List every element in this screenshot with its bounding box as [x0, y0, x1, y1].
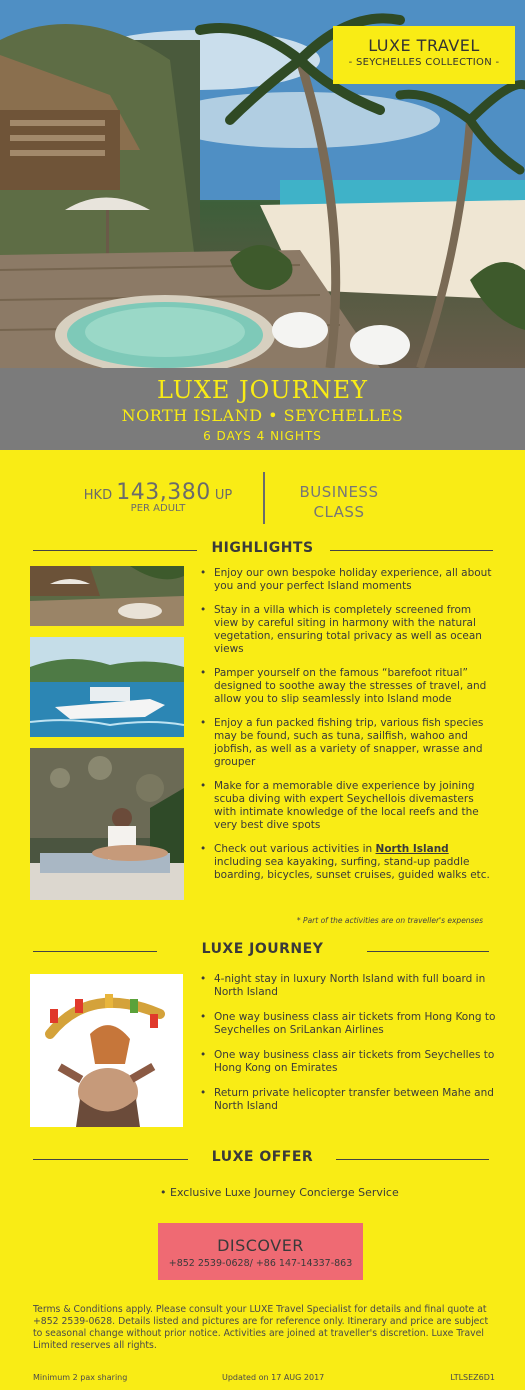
luxe-journey-heading: LUXE JOURNEY: [201, 941, 324, 957]
price-per: PER ADULT: [130, 503, 186, 514]
brand-badge: [333, 26, 515, 84]
price-line: [60, 480, 256, 505]
price-suffix: UP: [214, 488, 233, 503]
highlight-item: • Make for a memorable dive experience by joining scuba diving with expert Seychellois divemasters with intimate knowledge of the local reefs and the very best dive spots: [198, 780, 498, 832]
highlight-item-prefix: Check out various activities in: [214, 843, 376, 855]
luxe-offer-heading-row: [0, 1149, 525, 1169]
highlight-item-suffix: including sea kayaking, surfing, stand-up paddle boarding, bicycles, sunset cruises, guided walks etc.: [214, 856, 490, 881]
terms-text: Terms & Conditions apply. Please consult your LUXE Travel Specialist for details and final quote at +852 2539-0628. Details listed and pictures are for reference only. Itinerary and price are subject to seasonal change without prior notice. Activities are joined at traveller's discretion. Luxe Travel Limited reserves all rights.: [33, 1304, 489, 1351]
chef-food-photo: [30, 974, 183, 1127]
travel-class-line1: BUSINESS: [299, 483, 379, 501]
highlight-item: • Enjoy our own bespoke holiday experience, all about you and your perfect Island moments: [198, 567, 498, 593]
journey-location: NORTH ISLAND • SEYCHELLES: [121, 406, 404, 425]
inclusion-item: • Return private helicopter transfer between Mahe and North Island: [198, 1087, 498, 1113]
luxe-offer-heading: LUXE OFFER: [211, 1149, 314, 1165]
price-block: [0, 468, 525, 528]
inclusion-item: • 4-night stay in luxury North Island with full board in North Island: [198, 973, 498, 999]
highlight-item: • Enjoy a fun packed fishing trip, various fish species may be found, such as tuna, sailfish, wahoo and jobfish, as well as a variety of snapper, wrasse and grouper: [198, 717, 498, 769]
footer-updated: Updated on 17 AUG 2017: [222, 1373, 325, 1382]
highlights-list: [198, 567, 498, 882]
highlight-item: • Pamper yourself on the famous “barefoot ritual” designed to soothe away the stresses of travel, and allow you to slip seamlessly into Island mode: [198, 667, 498, 706]
north-island-link[interactable]: North Island: [375, 843, 449, 855]
brand-title: LUXE TRAVEL: [368, 36, 480, 55]
heading-rule-right: [367, 951, 489, 952]
highlight-item: [198, 843, 498, 882]
luxe-journey-list: [198, 973, 498, 1113]
price-currency: HKD: [83, 488, 113, 503]
discover-phones: +852 2539-0628/ +86 147-14337-863: [168, 1258, 353, 1269]
offer-item: • Exclusive Luxe Journey Concierge Service: [160, 1186, 399, 1199]
price-divider: [263, 472, 265, 524]
footer-min-pax: Minimum 2 pax sharing: [33, 1373, 128, 1382]
journey-duration: 6 DAYS 4 NIGHTS: [203, 429, 322, 443]
highlights-heading-row: [0, 540, 525, 560]
heading-rule-right: [336, 1159, 489, 1160]
discover-button[interactable]: [158, 1223, 363, 1280]
footer-code: LTLSEZ6D1: [450, 1373, 495, 1382]
inclusion-item: • One way business class air tickets from Seychelles to Hong Kong on Emirates: [198, 1049, 498, 1075]
heading-rule-right: [330, 550, 493, 551]
travel-class: [284, 482, 394, 522]
boat-photo: [30, 637, 184, 737]
travel-class-line2: CLASS: [313, 503, 365, 521]
brand-subtitle: - SEYCHELLES COLLECTION -: [348, 57, 500, 68]
journey-title-bar: [0, 368, 525, 450]
highlight-item: • Stay in a villa which is completely screened from view by careful siting in harmony with the natural vegetation, ensuring total privacy as well as ocean views: [198, 604, 498, 656]
activities-note: * Part of the activities are on traveller's expenses: [296, 916, 483, 925]
journey-title: LUXE JOURNEY: [156, 376, 369, 404]
resort-deck-photo: [30, 566, 184, 626]
discover-label: DISCOVER: [217, 1236, 304, 1255]
price-amount: 143,380: [116, 480, 211, 505]
hero-image: [0, 0, 525, 368]
spa-massage-photo: [30, 748, 184, 900]
inclusion-item: • One way business class air tickets from Hong Kong to Seychelles on SriLankan Airlines: [198, 1011, 498, 1037]
highlights-heading: HIGHLIGHTS: [211, 540, 314, 556]
price-info: [60, 480, 256, 514]
luxe-journey-heading-row: [0, 941, 525, 961]
